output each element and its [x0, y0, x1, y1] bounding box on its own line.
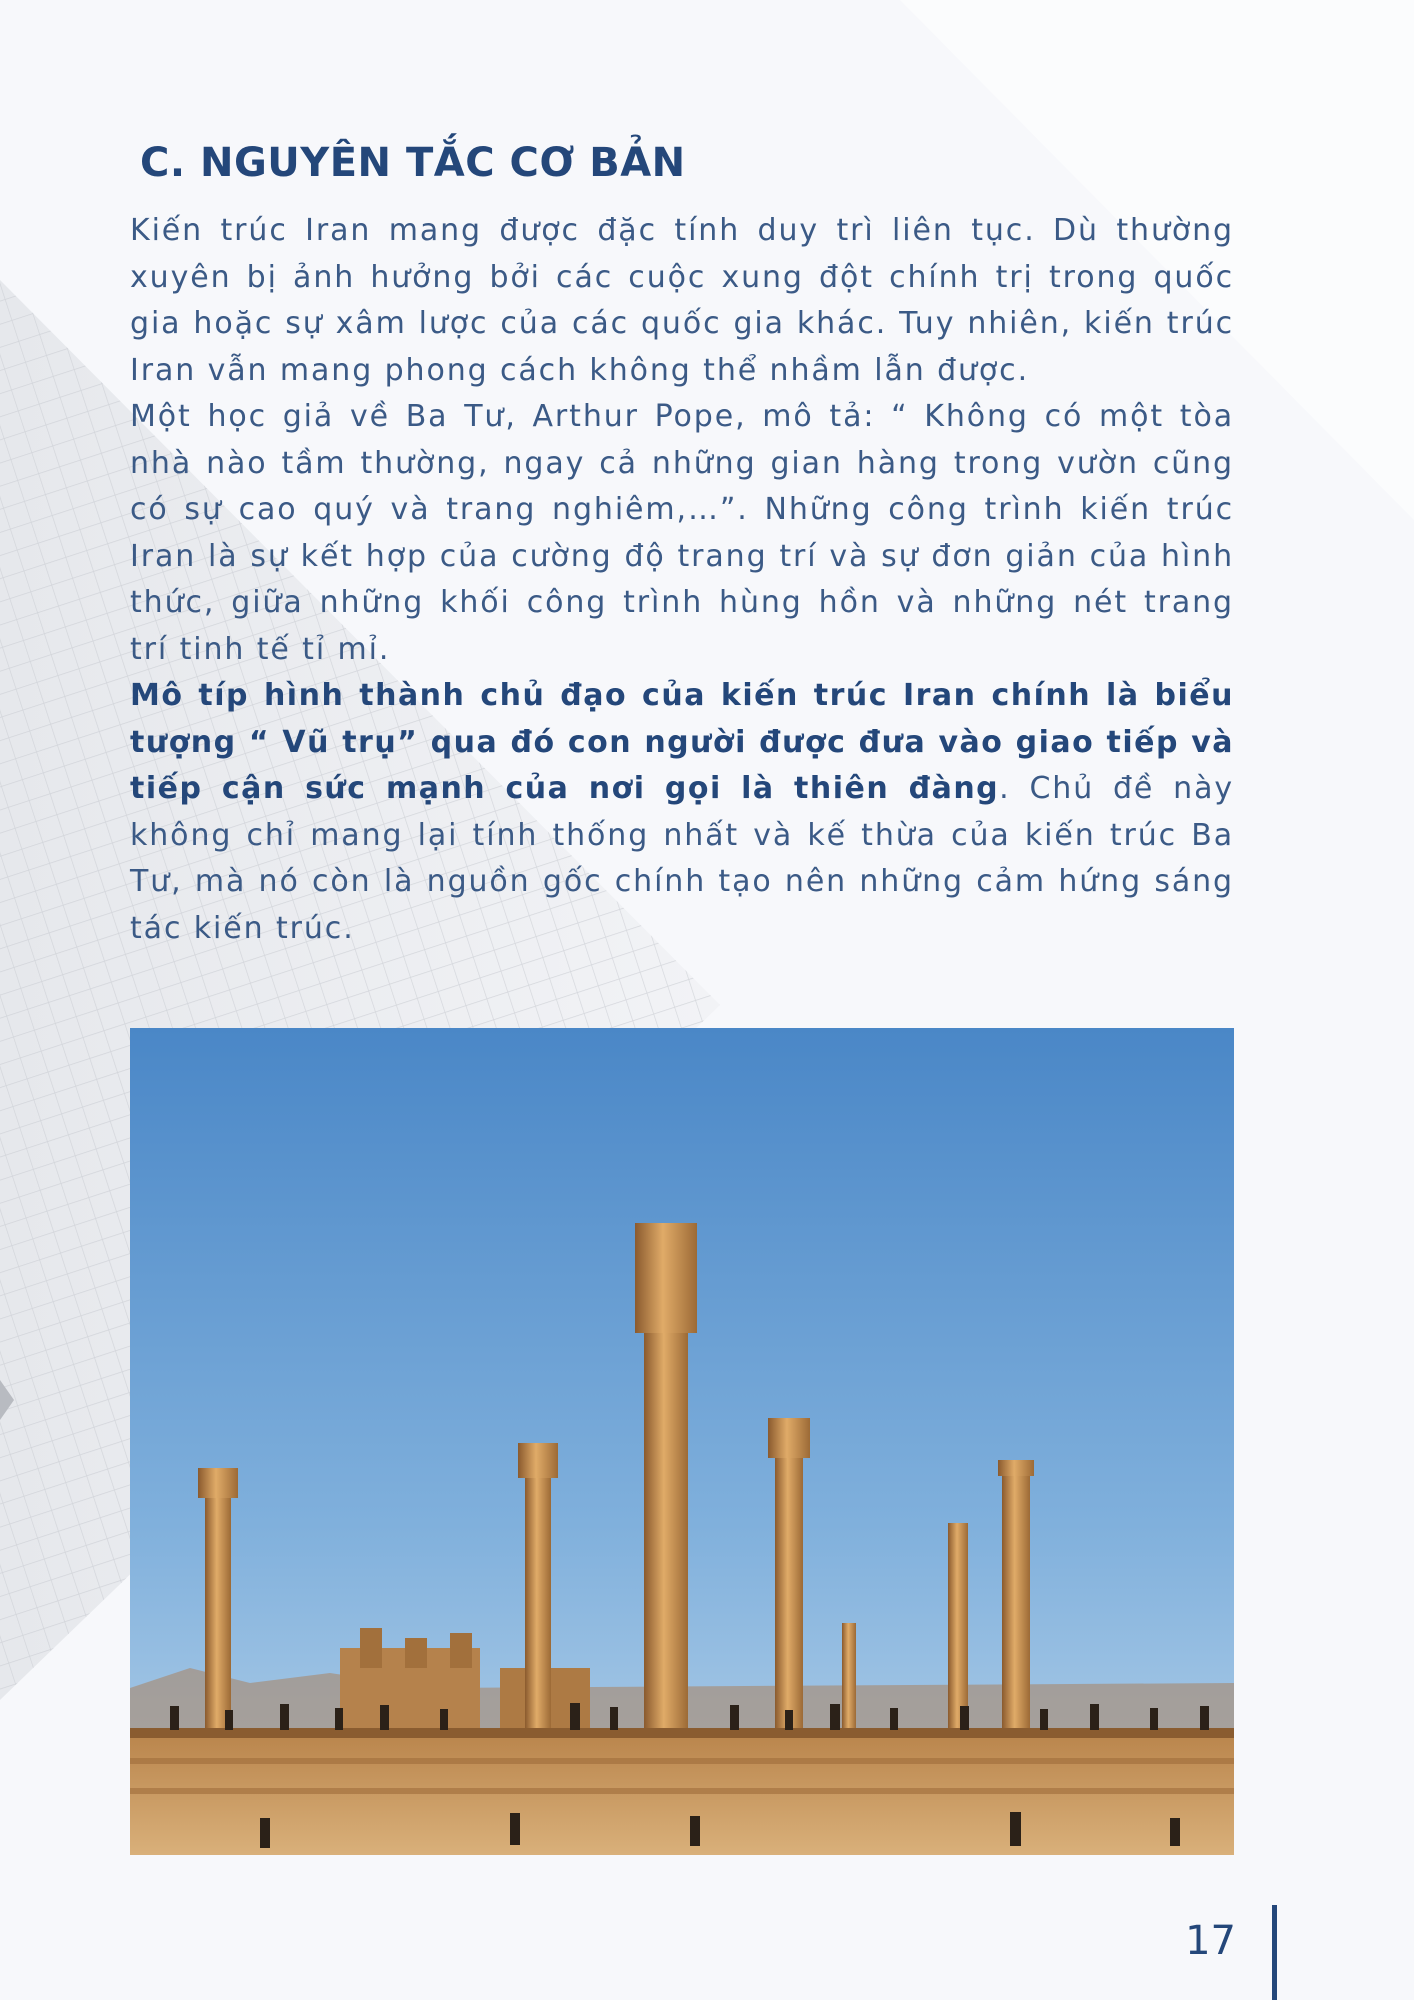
body-text	[130, 208, 1234, 952]
persepolis-photo	[130, 1028, 1234, 1855]
paragraph-1: Kiến trúc Iran mang được đặc tính duy trì liên tục. Dù thường xuyên bị ảnh hưởng bởi các cuộc xung đột chính trị trong quốc gia hoặc sự xâm lược của các quốc gia khác. Tuy nhiên, kiến trúc Iran vẫn mang phong cách không thể nhầm lẫn được.	[130, 213, 1234, 388]
paragraph-3-rest: . Chủ đề này không chỉ mang lại tính thống nhất và kế thừa của kiến trúc Ba Tư, mà nó còn là nguồn gốc chính tạo nên những cảm hứng sáng tác kiến trúc.	[130, 771, 1235, 946]
paragraph-3-bold: Mô típ hình thành chủ đạo của kiến trúc Iran chính là biểu tượng “ Vũ trụ” qua đó con người được đưa vào giao tiếp và tiếp cận sức mạnh của nơi gọi là thiên đàng	[130, 678, 1234, 806]
page-number-bar	[1272, 1905, 1277, 2000]
paragraph-2: Một học giả về Ba Tư, Arthur Pope, mô tả: “ Không có một tòa nhà nào tầm thường, ngay cả những gian hàng trong vườn cũng có sự cao quý và trang nghiêm,…”. Những công trình kiến trúc Iran là sự kết hợp của cường độ trang trí và sự đơn giản của hình thức, giữa những khối công trình hùng hồn và những nét trang trí tinh tế tỉ mỉ.	[130, 399, 1234, 667]
paragraph-3	[130, 673, 1234, 952]
page-number: 17	[1185, 1918, 1236, 1964]
page-title: C. NGUYÊN TẮC CƠ BẢN	[140, 140, 686, 186]
